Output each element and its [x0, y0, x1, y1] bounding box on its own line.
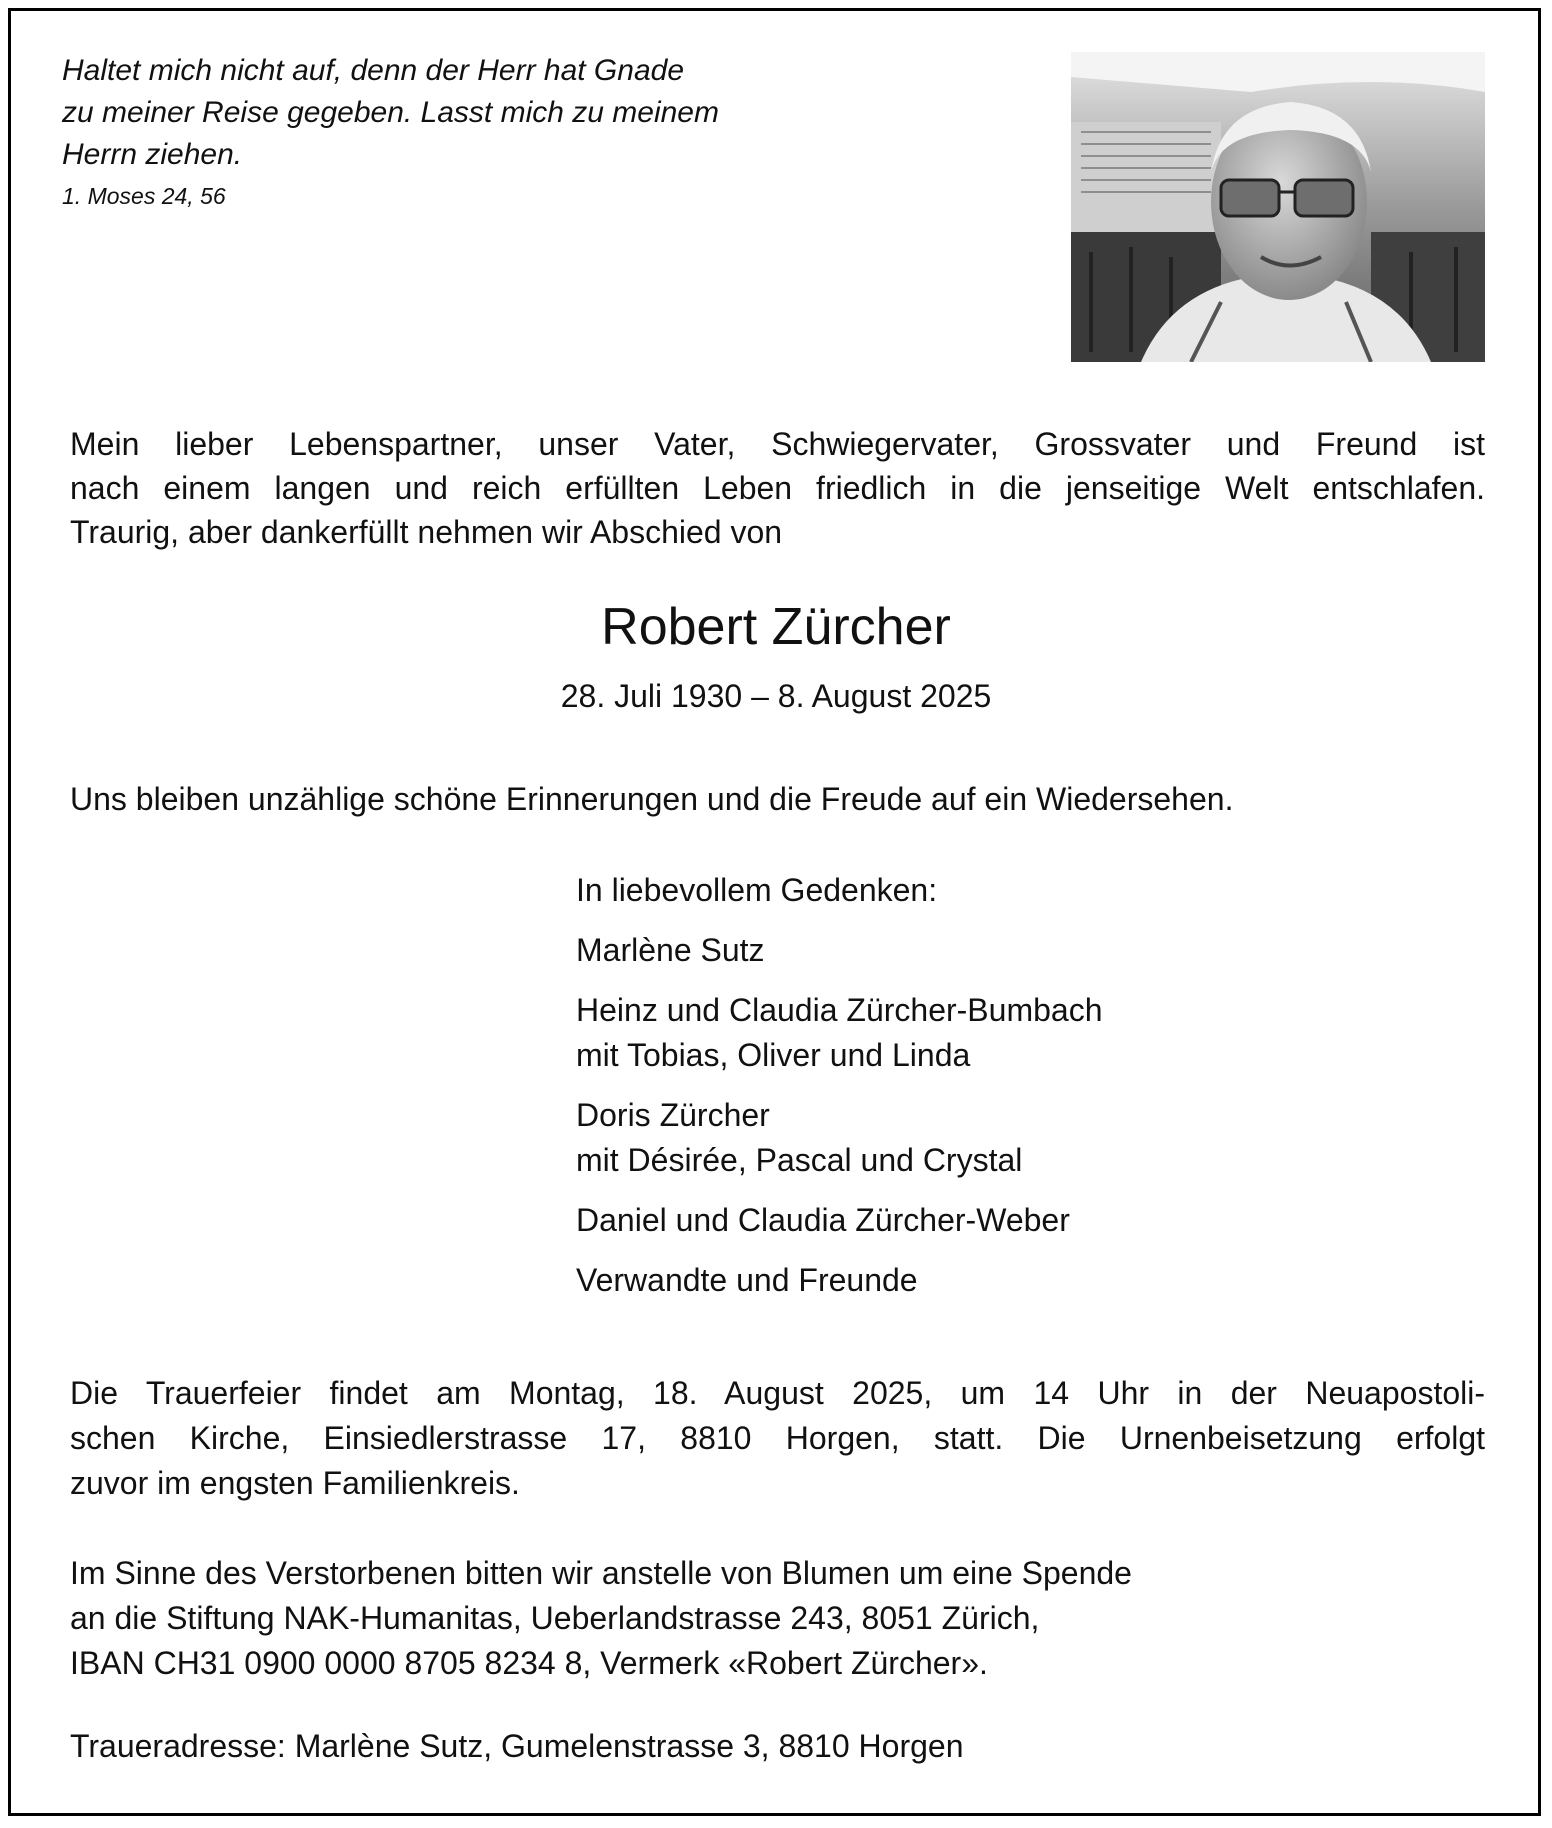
mourner-name: Verwandte und Freunde	[576, 1262, 918, 1298]
mourner-name: Daniel und Claudia Zürcher-Weber	[576, 1202, 1070, 1238]
deceased-name: Robert Zürcher	[601, 598, 951, 656]
motto-quote	[62, 50, 822, 176]
mourning-address: Traueradresse: Marlène Sutz, Gumelenstrasse 3, 8810 Horgen	[70, 1728, 964, 1764]
mourners-heading: In liebevollem Gedenken:	[576, 872, 938, 908]
intro-text	[70, 422, 1485, 554]
donation-line: IBAN CH31 0900 0000 8705 8234 8, Vermerk «Robert Zürcher».	[70, 1645, 988, 1681]
portrait-photo	[1071, 52, 1485, 362]
life-dates: 28. Juli 1930 – 8. August 2025	[560, 678, 992, 714]
ceremony-line: Die Trauerfeier findet am Montag, 18. August 2025, um 14 Uhr in der Neuapostoli-	[70, 1375, 1485, 1411]
mourner-name: Marlène Sutz	[576, 932, 765, 968]
mourner-family: mit Tobias, Oliver und Linda	[576, 1037, 971, 1073]
mourner-name: Doris Zürcher	[576, 1097, 770, 1133]
motto-line: Haltet mich nicht auf, denn der Herr hat Gnade	[62, 54, 685, 87]
ceremony-line: zuvor im engsten Familienkreis.	[70, 1465, 520, 1501]
mourner-name: Heinz und Claudia Zürcher-Bumbach	[576, 992, 1103, 1028]
intro-line: nach einem langen und reich erfüllten Leben friedlich in die jenseitige Welt entschlafen.	[70, 470, 1485, 506]
mourner-entry	[576, 988, 1102, 1078]
mourner-family: mit Désirée, Pascal und Crystal	[576, 1142, 1023, 1178]
ceremony-line: schen Kirche, Einsiedlerstrasse 17, 8810 Horgen, statt. Die Urnenbeisetzung erfolgt	[70, 1420, 1485, 1456]
ceremony-text	[70, 1371, 1485, 1506]
donation-line: Im Sinne des Verstorbenen bitten wir anstelle von Blumen um eine Spende	[70, 1555, 1132, 1591]
memories-text: Uns bleiben unzählige schöne Erinnerungen und die Freude auf ein Wiedersehen.	[70, 781, 1234, 817]
mourner-entry	[576, 1093, 1102, 1183]
donation-text	[70, 1551, 1132, 1686]
bible-reference: 1. Moses 24, 56	[62, 183, 226, 209]
motto-line: Herrn ziehen.	[62, 138, 243, 171]
mourner-entry	[576, 1258, 1102, 1303]
intro-line: Mein lieber Lebenspartner, unser Vater, Schwiegervater, Grossvater und Freund ist	[70, 426, 1485, 462]
mourners-list	[576, 868, 1102, 1318]
mourner-entry	[576, 1198, 1102, 1243]
motto-line: zu meiner Reise gegeben. Lasst mich zu meinem	[62, 96, 719, 129]
donation-line: an die Stiftung NAK-Humanitas, Ueberlandstrasse 243, 8051 Zürich,	[70, 1600, 1040, 1636]
mourner-entry	[576, 928, 1102, 973]
intro-line: Traurig, aber dankerfüllt nehmen wir Abschied von	[70, 514, 783, 550]
